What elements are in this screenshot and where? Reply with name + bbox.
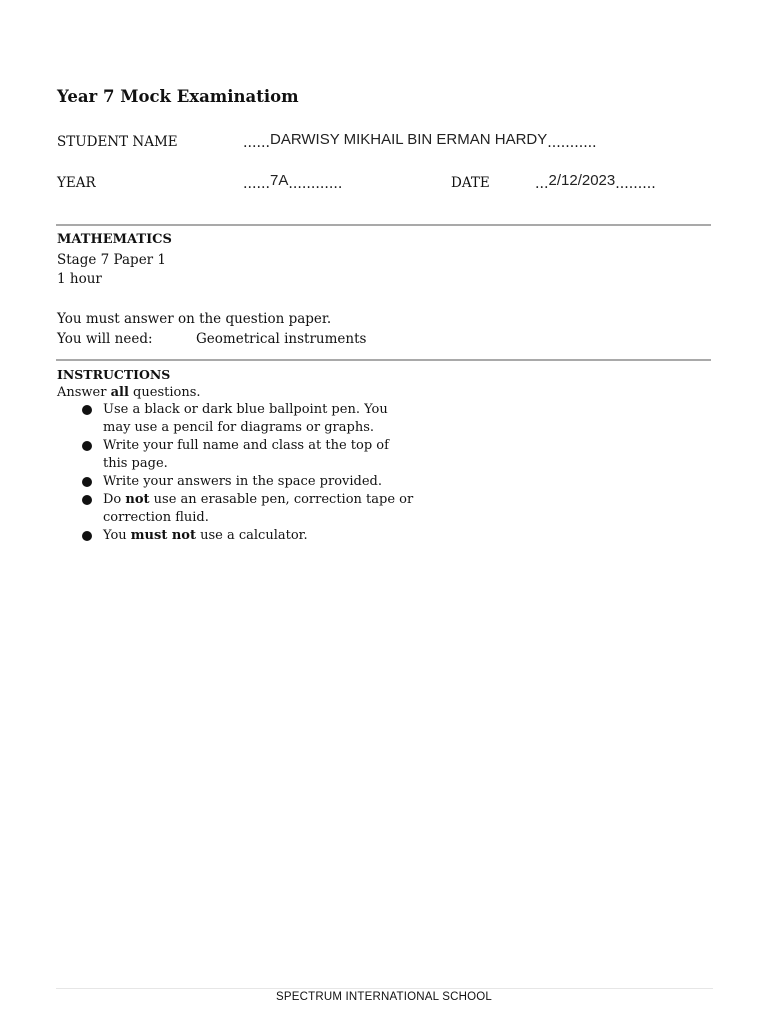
divider-middle <box>56 359 711 361</box>
bullet-icon <box>82 477 92 487</box>
bullet-icon <box>82 441 92 451</box>
date-value: 2/12/2023 <box>548 172 616 189</box>
instructions-intro: Answer all questions. <box>57 385 201 400</box>
need-value: Geometrical instruments <box>196 331 367 347</box>
list-item: You must not use a calculator. <box>57 527 417 545</box>
date-label: DATE <box>451 175 490 191</box>
answer-note: You must answer on the question paper. <box>57 311 332 327</box>
need-label: You will need: <box>57 331 153 347</box>
student-name-field: ……DARWISY MIKHAIL BIN ERMAN HARDY……….. <box>243 131 597 151</box>
student-name-label: STUDENT NAME <box>57 134 178 150</box>
instructions-list <box>57 401 417 545</box>
year-field: ……7A………… <box>243 172 343 192</box>
student-name-value: DARWISY MIKHAIL BIN ERMAN HARDY <box>270 131 548 148</box>
list-item: Write your full name and class at the top of this page. <box>57 437 417 473</box>
date-field: …2/12/2023……… <box>535 172 656 192</box>
exam-duration: 1 hour <box>57 271 102 287</box>
bullet-icon <box>82 405 92 415</box>
list-item: Use a black or dark blue ballpoint pen. You may use a pencil for diagrams or graphs. <box>57 401 417 437</box>
year-value: 7A <box>270 172 289 189</box>
divider-top <box>56 224 711 226</box>
bullet-icon <box>82 495 92 505</box>
footer-divider <box>56 988 713 989</box>
page-title: Year 7 Mock Examinatiom <box>57 87 299 106</box>
paper-name: Stage 7 Paper 1 <box>57 252 167 268</box>
footer-school-name: SPECTRUM INTERNATIONAL SCHOOL <box>275 991 493 1003</box>
list-item: Write your answers in the space provided. <box>57 473 417 491</box>
instructions-heading: INSTRUCTIONS <box>57 367 171 382</box>
subject-name: MATHEMATICS <box>57 232 172 247</box>
list-item: Do not use an erasable pen, correction tape or correction fluid. <box>57 491 417 527</box>
year-label: YEAR <box>57 175 96 191</box>
bullet-icon <box>82 531 92 541</box>
